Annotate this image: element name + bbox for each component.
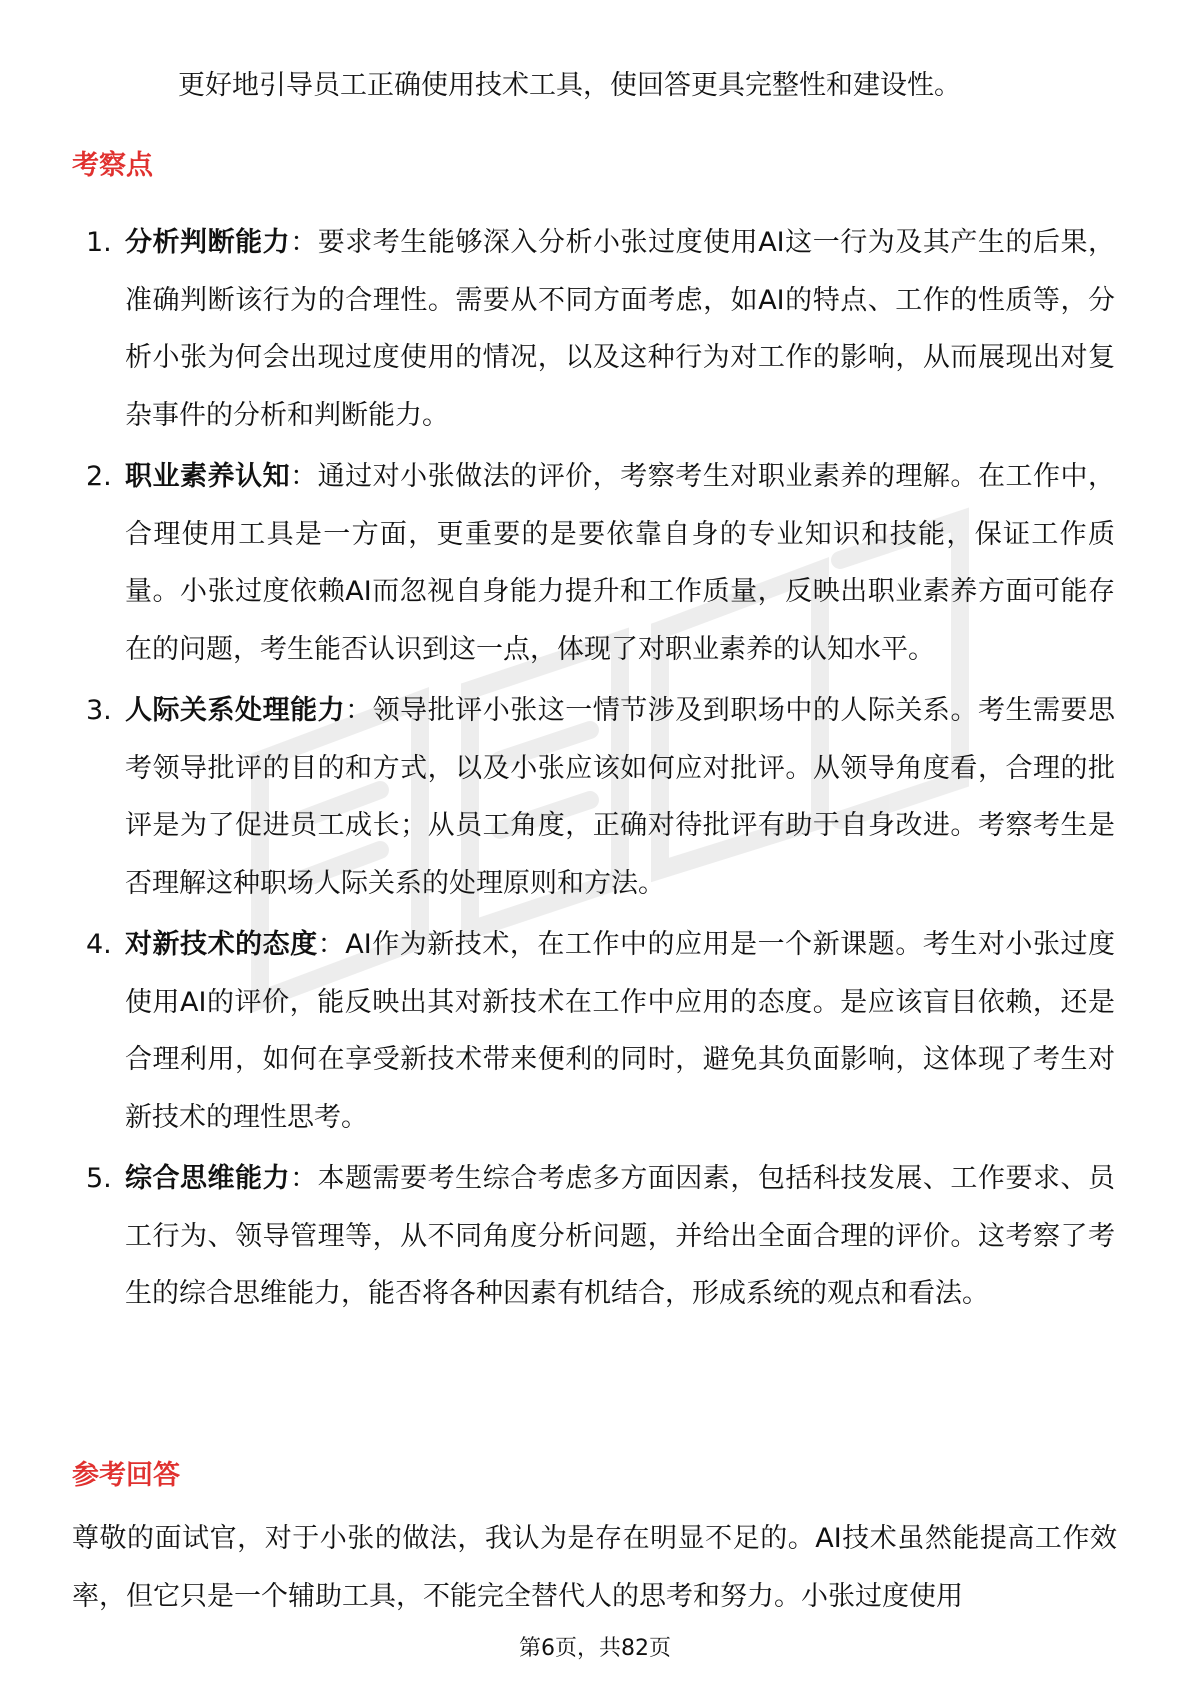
list-item-body: ：通过对小张做法的评价，考察考生对职业素养的理解。在工作中，合理使用工具是一方面，更重要的是要依靠自身的专业知识和技能，保证工作质量。小张过度依赖AI而忽视自身能力提升和工作质量，反映出职业素养方面可能存在的问题，考生能否认识到这一点，体现了对职业素养的认知水平。 bbox=[125, 461, 1116, 665]
list-item-number: 2. bbox=[86, 461, 112, 492]
list-item-title: 综合思维能力 bbox=[125, 1163, 291, 1194]
list-item-body: ：本题需要考生综合考虑多方面因素，包括科技发展、工作要求、员工行为、领导管理等，从不同角度分析问题，并给出全面合理的评价。这考察了考生的综合思维能力，能否将各种因素有机结合，形成系统的观点和看法。 bbox=[125, 1163, 1116, 1309]
section-heading-reference-answer: 参考回答 bbox=[72, 1460, 180, 1491]
list-item-number: 4. bbox=[86, 929, 112, 960]
list-item-number: 1. bbox=[86, 227, 112, 258]
list-item bbox=[0, 214, 1190, 444]
reference-answer-text: 尊敬的面试官，对于小张的做法，我认为是存在明显不足的。AI技术虽然能提高工作效率，但它只是一个辅助工具，不能完全替代人的思考和努力。小张过度使用 bbox=[72, 1523, 1117, 1612]
list-item-body: ：AI作为新技术，在工作中的应用是一个新课题。考生对小张过度使用AI的评价，能反映出其对新技术在工作中应用的态度。是应该盲目依赖，还是合理利用，如何在享受新技术带来便利的同时，避免其负面影响，这体现了考生对新技术的理性思考。 bbox=[125, 929, 1116, 1133]
list-item bbox=[0, 916, 1190, 1146]
list-item-text bbox=[125, 448, 1115, 678]
list-item-body: ：领导批评小张这一情节涉及到职场中的人际关系。考生需要思考领导批评的目的和方式，以及小张应该如何应对批评。从领导角度看，合理的批评是为了促进员工成长；从员工角度，正确对待批评有助于自身改进。考察考生是否理解这种职场人际关系的处理原则和方法。 bbox=[125, 695, 1116, 899]
list-item bbox=[0, 448, 1190, 678]
list-item-text bbox=[125, 916, 1115, 1146]
list-item-number: 5. bbox=[86, 1163, 112, 1194]
list-item-title: 人际关系处理能力 bbox=[125, 695, 346, 726]
list-item-number: 3. bbox=[86, 695, 112, 726]
list-item-title: 分析判断能力 bbox=[125, 227, 291, 258]
list-item bbox=[0, 1150, 1190, 1323]
section-heading-exam-points: 考察点 bbox=[72, 150, 153, 181]
intro-text: 更好地引导员工正确使用技术工具，使回答更具完整性和建设性。 bbox=[178, 70, 961, 101]
list-item-text bbox=[125, 214, 1115, 444]
list-item-title: 职业素养认知 bbox=[125, 461, 291, 492]
list-item bbox=[0, 682, 1190, 912]
list-item-text bbox=[125, 682, 1115, 912]
list-item-title: 对新技术的态度 bbox=[125, 929, 318, 960]
list-item-text bbox=[125, 1150, 1115, 1323]
page-number: 第6页，共82页 bbox=[519, 1636, 671, 1661]
list-item-body: ：要求考生能够深入分析小张过度使用AI这一行为及其产生的后果，准确判断该行为的合理性。需要从不同方面考虑，如AI的特点、工作的性质等，分析小张为何会出现过度使用的情况，以及这种行为对工作的影响，从而展现出对复杂事件的分析和判断能力。 bbox=[125, 227, 1115, 431]
exam-points-list bbox=[0, 214, 1190, 1327]
